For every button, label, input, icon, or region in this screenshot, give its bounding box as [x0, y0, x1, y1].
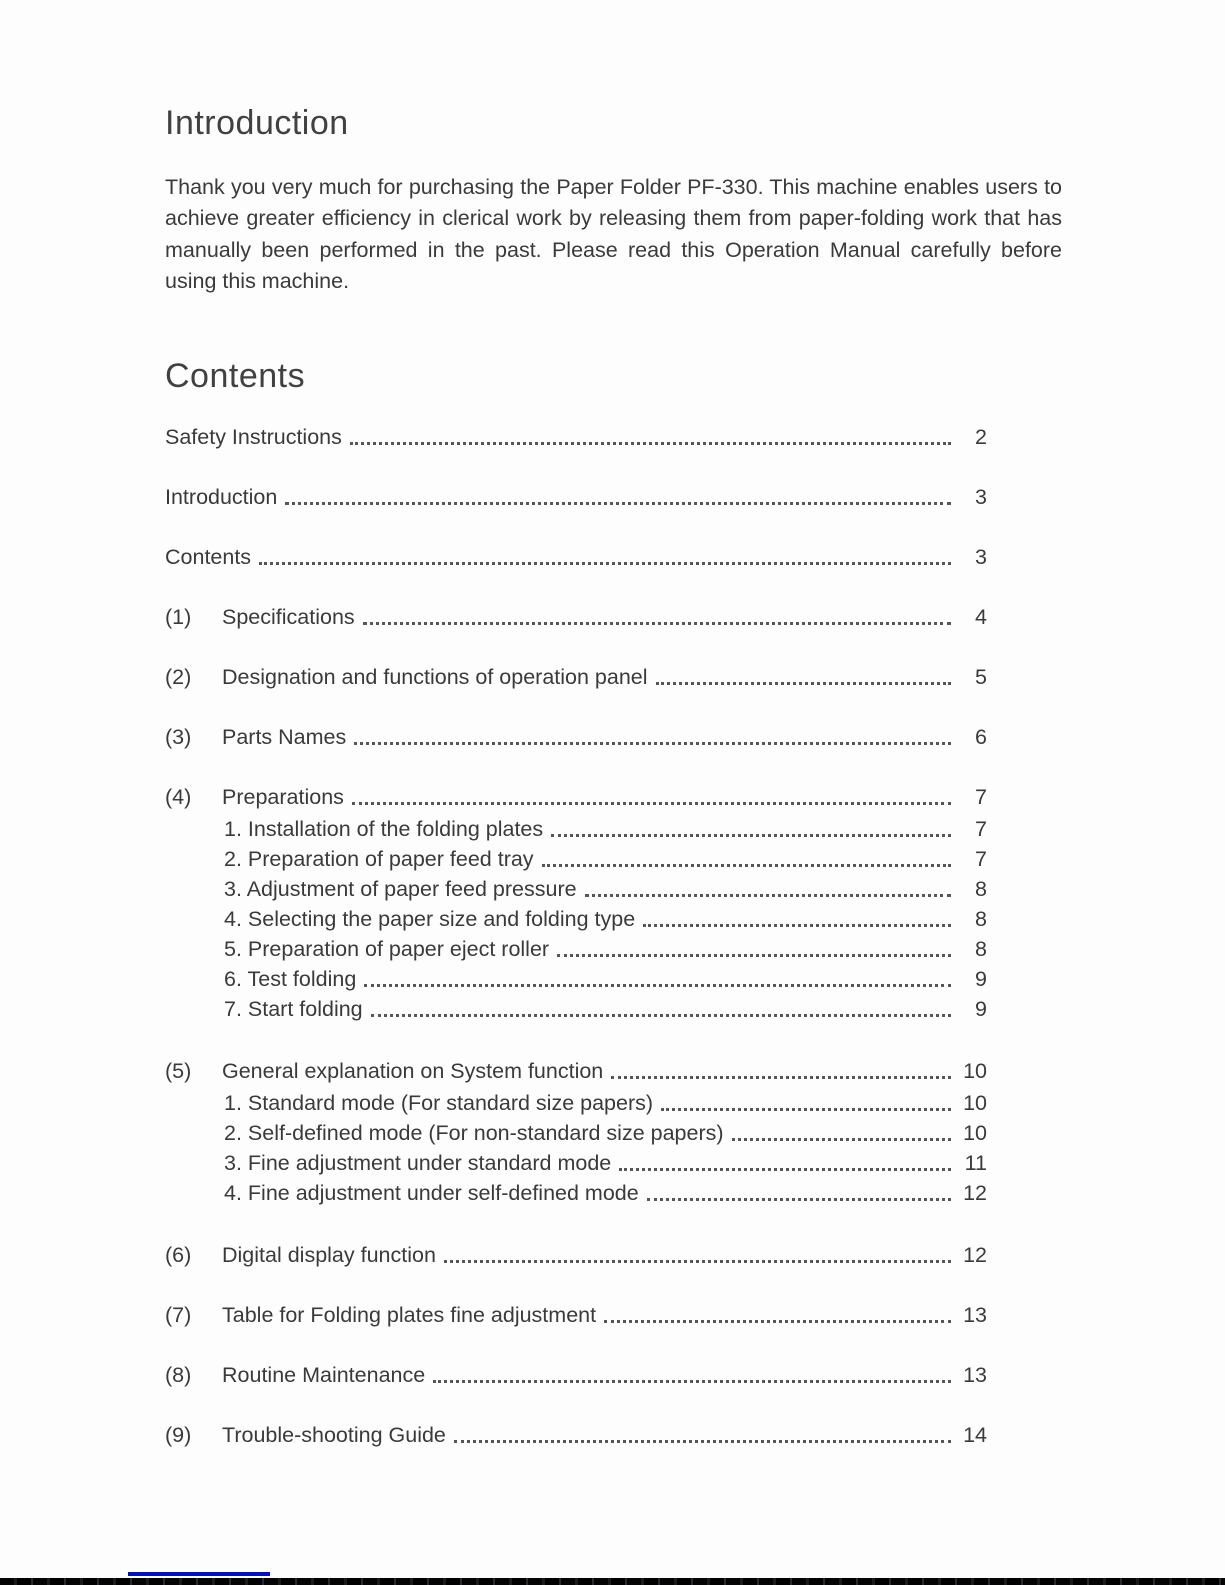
- toc-entry: [165, 1362, 987, 1388]
- toc-entry-number: (6): [165, 1243, 192, 1267]
- toc-row: [165, 784, 987, 810]
- toc-dotted-leader: [259, 562, 951, 565]
- toc-row: [165, 1422, 987, 1448]
- toc-subentry-title: 3. Fine adjustment under standard mode: [224, 1151, 612, 1175]
- introduction-heading: Introduction: [165, 104, 349, 142]
- toc-dotted-leader: [611, 1076, 951, 1079]
- toc-page-number: 7: [975, 785, 987, 809]
- toc-dotted-leader: [604, 1320, 951, 1323]
- table-of-contents: [165, 424, 987, 1448]
- toc-page-number: 3: [975, 485, 987, 509]
- toc-entry-title: Designation and functions of operation panel: [222, 665, 648, 689]
- toc-dotted-leader: [371, 1014, 951, 1017]
- toc-subentry: [224, 874, 987, 904]
- toc-entry-title: General explanation on System function: [222, 1059, 604, 1083]
- toc-entry-number: (1): [165, 605, 192, 629]
- toc-entry-number: (8): [165, 1363, 192, 1387]
- toc-entry: [165, 424, 987, 450]
- toc-row: [165, 1302, 987, 1328]
- toc-row: [165, 1058, 987, 1084]
- toc-page-number: 14: [963, 1423, 987, 1447]
- introduction-paragraph: Thank you very much for purchasing the Paper Folder PF-330. This machine enables users to achieve greater efficiency in clerical work by releasing them from paper-folding work that has manually been performed in the past. Please read this Operation Manual carefully before using this machine.: [165, 175, 1062, 294]
- toc-page-number: 12: [963, 1243, 987, 1267]
- toc-row: [165, 544, 987, 570]
- toc-row: [165, 1362, 987, 1388]
- toc-subentry-title: 6. Test folding: [224, 967, 357, 991]
- toc-subentry: [224, 1148, 987, 1178]
- toc-subentry-title: 3. Adjustment of paper feed pressure: [224, 877, 577, 901]
- toc-entry-number: (5): [165, 1059, 192, 1083]
- toc-subentry-title: 1. Standard mode (For standard size papers): [224, 1091, 654, 1115]
- toc-row: [165, 484, 987, 510]
- toc-subentry: [224, 1118, 987, 1148]
- toc-dotted-leader: [364, 984, 951, 987]
- toc-page-number: 12: [963, 1181, 987, 1205]
- toc-dotted-leader: [354, 742, 951, 745]
- toc-dotted-leader: [352, 802, 951, 805]
- toc-subentry: [224, 904, 987, 934]
- toc-entry-number: (4): [165, 785, 192, 809]
- toc-page-number: 8: [975, 877, 987, 901]
- toc-dotted-leader: [542, 864, 951, 867]
- toc-entry: [165, 784, 987, 1024]
- toc-subentry-title: 1. Installation of the folding plates: [224, 817, 544, 841]
- bottom-scan-edge-artifact: [0, 1578, 1225, 1585]
- toc-dotted-leader: [433, 1380, 951, 1383]
- toc-entry-title: Trouble-shooting Guide: [222, 1423, 446, 1447]
- toc-dotted-leader: [661, 1108, 951, 1111]
- toc-page-number: 6: [975, 725, 987, 749]
- toc-dotted-leader: [585, 894, 951, 897]
- toc-dotted-leader: [350, 442, 951, 445]
- toc-entry-title: Specifications: [222, 605, 355, 629]
- toc-page-number: 8: [975, 937, 987, 961]
- toc-entry-number: (2): [165, 665, 192, 689]
- toc-dotted-leader: [285, 502, 951, 505]
- toc-entry: [165, 1242, 987, 1268]
- toc-dotted-leader: [732, 1138, 951, 1141]
- toc-page-number: 10: [963, 1091, 987, 1115]
- toc-page-number: 10: [963, 1121, 987, 1145]
- toc-row: [165, 424, 987, 450]
- toc-subentry: [224, 844, 987, 874]
- toc-entry-title: Introduction: [165, 485, 278, 509]
- toc-entry-title: Digital display function: [222, 1243, 436, 1267]
- toc-page-number: 13: [963, 1303, 987, 1327]
- toc-subentry: [224, 994, 987, 1024]
- toc-subentry-title: 7. Start folding: [224, 997, 363, 1021]
- toc-subentry-title: 4. Fine adjustment under self-defined mode: [224, 1181, 639, 1205]
- toc-dotted-leader: [557, 954, 951, 957]
- toc-entry: [165, 724, 987, 750]
- toc-dotted-leader: [656, 682, 951, 685]
- toc-entry: [165, 604, 987, 630]
- bottom-blue-underline-artifact: [128, 1572, 270, 1576]
- toc-entry: [165, 544, 987, 570]
- toc-row: [165, 1242, 987, 1268]
- toc-dotted-leader: [454, 1440, 951, 1443]
- toc-entry: [165, 664, 987, 690]
- toc-dotted-leader: [551, 834, 951, 837]
- toc-row: [165, 604, 987, 630]
- toc-page-number: 5: [975, 665, 987, 689]
- toc-subentry: [224, 964, 987, 994]
- toc-subentry-title: 4. Selecting the paper size and folding type: [224, 907, 636, 931]
- toc-sublist: [224, 1088, 987, 1208]
- toc-entry-number: (7): [165, 1303, 192, 1327]
- toc-dotted-leader: [444, 1260, 951, 1263]
- toc-sublist: [224, 814, 987, 1024]
- toc-dotted-leader: [619, 1168, 951, 1171]
- toc-entry-number: (9): [165, 1423, 192, 1447]
- toc-page-number: 4: [975, 605, 987, 629]
- toc-entry-title: Safety Instructions: [165, 425, 342, 449]
- toc-row: [165, 724, 987, 750]
- toc-entry-title: Preparations: [222, 785, 344, 809]
- toc-entry: [165, 484, 987, 510]
- toc-page-number: 2: [975, 425, 987, 449]
- toc-entry-title: Table for Folding plates fine adjustment: [222, 1303, 597, 1327]
- toc-subentry: [224, 1088, 987, 1118]
- toc-subentry: [224, 934, 987, 964]
- toc-page-number: 9: [975, 967, 987, 991]
- toc-subentry: [224, 814, 987, 844]
- toc-subentry-title: 2. Self-defined mode (For non-standard size papers): [224, 1121, 724, 1145]
- toc-page-number: 10: [963, 1059, 987, 1083]
- toc-entry-title: Contents: [165, 545, 252, 569]
- toc-dotted-leader: [647, 1198, 951, 1201]
- toc-subentry-title: 5. Preparation of paper eject roller: [224, 937, 550, 961]
- toc-entry-title: Parts Names: [222, 725, 347, 749]
- toc-page-number: 13: [963, 1363, 987, 1387]
- toc-subentry: [224, 1178, 987, 1208]
- toc-page-number: 9: [975, 997, 987, 1021]
- toc-entry-title: Routine Maintenance: [222, 1363, 426, 1387]
- toc-page-number: 11: [964, 1151, 987, 1175]
- toc-page-number: 7: [975, 847, 987, 871]
- toc-page-number: 8: [975, 907, 987, 931]
- toc-entry: [165, 1058, 987, 1208]
- toc-subentry-title: 2. Preparation of paper feed tray: [224, 847, 534, 871]
- toc-entry: [165, 1302, 987, 1328]
- contents-heading: Contents: [165, 357, 306, 395]
- toc-dotted-leader: [363, 622, 951, 625]
- toc-row: [165, 664, 987, 690]
- toc-dotted-leader: [643, 924, 951, 927]
- toc-page-number: 3: [975, 545, 987, 569]
- toc-page-number: 7: [975, 817, 987, 841]
- toc-entry-number: (3): [165, 725, 192, 749]
- toc-entry: [165, 1422, 987, 1448]
